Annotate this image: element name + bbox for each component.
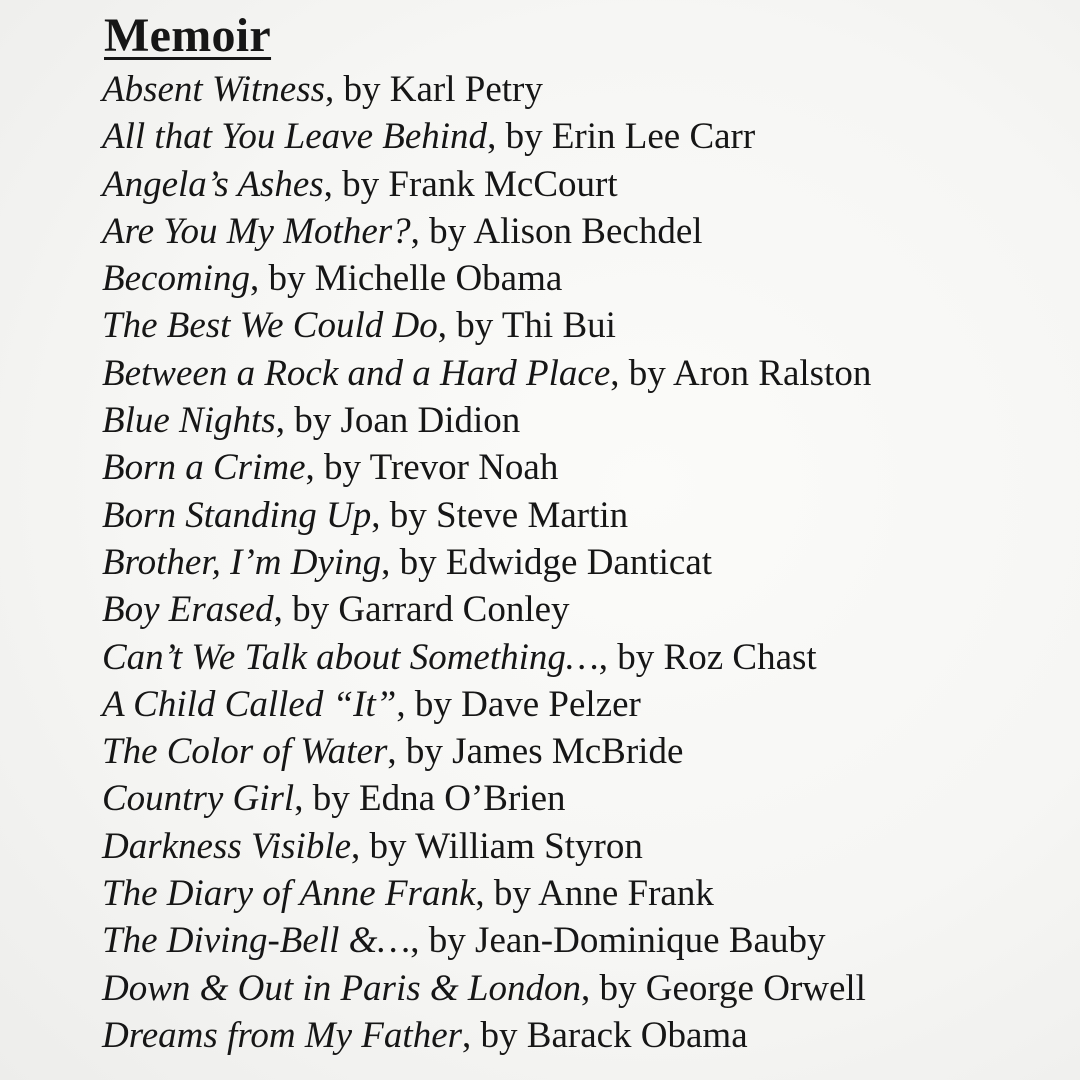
book-entry	[102, 208, 1062, 255]
book-author: Alison Bechdel	[473, 210, 703, 252]
byline-separator: , by	[305, 447, 370, 489]
book-title: Born a Crime	[102, 447, 306, 489]
book-entry	[102, 917, 1062, 964]
book-author: Aron Ralston	[672, 352, 872, 394]
book-author: Karl Petry	[389, 69, 543, 110]
book-entry	[102, 823, 1062, 870]
byline-separator: , by	[387, 731, 453, 773]
book-title: Down & Out in Paris & London	[102, 967, 581, 1009]
byline-separator: , by	[610, 352, 673, 394]
book-author: Dave Pelzer	[461, 683, 641, 725]
book-title: Boy Erased	[102, 589, 274, 631]
memoir-list-section	[102, 8, 1062, 1059]
byline-separator: , by	[410, 210, 474, 252]
book-author: Michelle Obama	[314, 258, 563, 300]
book-title: Born Standing Up	[102, 494, 372, 536]
book-title: Between a Rock and a Hard Place	[102, 352, 611, 394]
book-author: George Orwell	[645, 967, 866, 1009]
book-author: Erin Lee Carr	[551, 116, 756, 158]
book-entry	[102, 681, 1062, 728]
section-heading: Memoir	[104, 9, 272, 62]
book-author: Garrard Conley	[338, 589, 570, 631]
byline-separator: , by	[475, 873, 539, 915]
book-entry	[102, 444, 1062, 491]
book-list	[102, 66, 1062, 1059]
book-entry	[102, 728, 1062, 775]
byline-separator: , by	[437, 305, 502, 347]
book-entry	[102, 302, 1062, 349]
book-author: William Styron	[415, 825, 643, 867]
byline-separator: , by	[325, 69, 390, 110]
book-author: Frank McCourt	[388, 163, 618, 205]
book-entry	[102, 586, 1062, 633]
byline-separator: , by	[381, 541, 446, 583]
book-title: Country Girl	[102, 778, 295, 820]
byline-separator: , by	[462, 1014, 527, 1056]
book-author: Edwidge Danticat	[445, 541, 713, 583]
book-title: The Diving-Bell &…	[102, 920, 411, 962]
book-entry	[102, 775, 1062, 822]
book-entry	[102, 113, 1062, 160]
book-title: All that You Leave Behind	[102, 116, 488, 158]
book-author: Barack Obama	[526, 1014, 748, 1056]
byline-separator: , by	[396, 683, 462, 725]
byline-separator: , by	[581, 967, 646, 1009]
byline-separator: , by	[294, 778, 359, 820]
book-title: The Diary of Anne Frank	[102, 873, 476, 915]
book-title: Dreams from My Father	[102, 1014, 463, 1056]
book-title: Are You My Mother?	[102, 210, 411, 252]
byline-separator: , by	[371, 494, 437, 536]
book-author: Edna O’Brien	[358, 778, 566, 820]
book-title: Darkness Visible	[102, 825, 352, 867]
byline-separator: , by	[249, 258, 315, 300]
byline-separator: , by	[410, 920, 476, 962]
book-entry	[102, 539, 1062, 586]
book-entry	[102, 66, 1062, 113]
book-author: Anne Frank	[538, 873, 714, 915]
book-author: Trevor Noah	[369, 447, 559, 489]
book-title: A Child Called “It”	[102, 683, 397, 725]
book-entry	[102, 161, 1062, 208]
byline-separator: , by	[275, 400, 341, 442]
book-entry	[102, 870, 1062, 917]
byline-separator: , by	[487, 116, 552, 158]
book-entry	[102, 1012, 1062, 1059]
book-title: The Best We Could Do	[102, 305, 438, 347]
byline-separator: , by	[351, 825, 416, 867]
book-title: Absent Witness	[102, 69, 326, 110]
byline-separator: , by	[273, 589, 339, 631]
book-entry	[102, 350, 1062, 397]
book-author: Jean-Dominique Bauby	[475, 920, 826, 962]
book-entry	[102, 397, 1062, 444]
book-title: Angela’s Ashes	[102, 163, 324, 205]
book-entry	[102, 965, 1062, 1012]
book-title: Can’t We Talk about Something…	[102, 636, 599, 678]
book-author: Roz Chast	[663, 636, 817, 678]
byline-separator: , by	[598, 636, 664, 678]
book-entry	[102, 255, 1062, 302]
book-author: Steve Martin	[436, 494, 629, 536]
book-entry	[102, 492, 1062, 539]
book-entry	[102, 634, 1062, 681]
book-author: Thi Bui	[501, 305, 616, 347]
book-title: The Color of Water	[102, 731, 388, 773]
book-title: Becoming	[102, 258, 250, 300]
book-title: Brother, I’m Dying	[102, 541, 382, 583]
book-title: Blue Nights	[102, 400, 276, 442]
book-author: Joan Didion	[340, 400, 521, 442]
byline-separator: , by	[323, 163, 389, 205]
book-author: James McBride	[452, 731, 684, 773]
